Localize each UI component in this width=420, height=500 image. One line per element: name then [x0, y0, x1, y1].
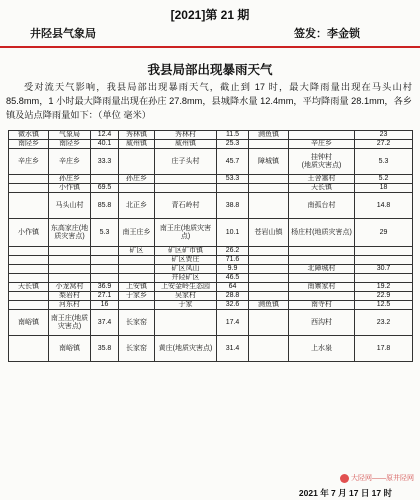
table-cell [119, 256, 155, 265]
table-cell [249, 184, 289, 193]
table-cell: 17.4 [217, 310, 249, 336]
watermark-text: 大陉网——原井陉网 [351, 475, 414, 482]
table-cell: 38.8 [217, 193, 249, 219]
table-cell [289, 131, 355, 140]
table-cell: 长家窑 [119, 336, 155, 362]
table-row [9, 292, 413, 301]
table-cell: 障城镇 [249, 149, 289, 175]
table-cell: 秀林村 [155, 131, 217, 140]
table-cell: 于家 [155, 301, 217, 310]
table-cell [155, 184, 217, 193]
table-cell: 5.3 [91, 219, 119, 247]
table-cell: 马头山村 [49, 193, 91, 219]
table-cell [249, 140, 289, 149]
table-cell [49, 274, 91, 283]
table-cell: 北障城村 [289, 265, 355, 274]
table-row [9, 184, 413, 193]
table-cell: 测鱼镇 [249, 131, 289, 140]
table-cell: 孙庄乡 [49, 175, 91, 184]
table-cell: 苍岩山镇 [249, 219, 289, 247]
table-cell: 测鱼镇 [249, 301, 289, 310]
table-cell: 64 [217, 283, 249, 292]
table-cell: 53.3 [217, 175, 249, 184]
table-cell: 85.8 [91, 193, 119, 219]
table-cell: 29 [355, 219, 413, 247]
table-cell [49, 256, 91, 265]
table-cell [289, 149, 355, 175]
table-cell: 18 [355, 184, 413, 193]
table-cell [289, 274, 355, 283]
table-cell: 27.1 [91, 292, 119, 301]
table-cell: 梨岩村 [49, 292, 91, 301]
table-cell [9, 292, 49, 301]
table-cell: 南王庄(地质灾害点) [49, 310, 91, 336]
table-cell: 南王庄(地质灾害点) [155, 219, 217, 247]
table-row [9, 336, 413, 362]
document-title: 我县局部出现暴雨天气 [147, 63, 273, 77]
table-cell [9, 301, 49, 310]
table-cell: 南陉乡 [49, 140, 91, 149]
table-cell: 南孤台村 [289, 193, 355, 219]
table-cell [9, 265, 49, 274]
table-cell: 上安金岭生态园 [155, 283, 217, 292]
table-cell [249, 292, 289, 301]
table-cell [355, 274, 413, 283]
table-cell [249, 256, 289, 265]
header-row [30, 25, 390, 41]
table-cell: 小龙窝村 [49, 283, 91, 292]
table-cell [249, 193, 289, 219]
table-cell: 5.2 [355, 175, 413, 184]
table-row [9, 301, 413, 310]
table-row [9, 193, 413, 219]
table-cell: 微水镇 [9, 131, 49, 140]
signer: 签发：李金锁 [294, 28, 360, 40]
header-divider [0, 46, 420, 48]
table-cell [249, 265, 289, 274]
publisher: 井陉县气象局 [30, 28, 96, 40]
table-cell: 28.8 [217, 292, 249, 301]
table-row [9, 149, 413, 175]
table-cell: 辛庄乡 [9, 149, 49, 175]
table-cell: 上安镇 [119, 283, 155, 292]
table-cell: 12.5 [355, 301, 413, 310]
table-cell: 69.5 [91, 184, 119, 193]
table-cell: 南寨家村 [289, 283, 355, 292]
table-row [9, 131, 413, 140]
table-cell [249, 283, 289, 292]
table-cell: 9.9 [217, 265, 249, 274]
table-cell: 上水泉 [289, 336, 355, 362]
table-cell: 秀林镇 [119, 131, 155, 140]
table-cell [91, 175, 119, 184]
watermark-logo-icon [340, 474, 349, 483]
table-cell: 威州镇 [119, 140, 155, 149]
table-cell: 37.4 [91, 310, 119, 336]
report-date: 2021 年 7 月 17 日 17 时 [298, 488, 392, 498]
table-cell [249, 310, 289, 336]
rainfall-table [8, 130, 413, 362]
table-cell: 26.2 [217, 247, 249, 256]
table-cell: 11.5 [217, 131, 249, 140]
table-cell: 23.2 [355, 310, 413, 336]
table-row [9, 256, 413, 265]
table-cell: 天长镇 [289, 184, 355, 193]
table-cell: 12.4 [91, 131, 119, 140]
table-cell [355, 256, 413, 265]
table-cell [91, 274, 119, 283]
table-cell: 辛庄乡 [49, 149, 91, 175]
table-row [9, 247, 413, 256]
table-cell: 南陉乡 [9, 140, 49, 149]
table-cell: 气象局 [49, 131, 91, 140]
table-cell: 孙庄乡 [119, 175, 155, 184]
table-cell [91, 256, 119, 265]
table-row [9, 274, 413, 283]
table-cell: 16 [91, 301, 119, 310]
summary-paragraph: 受对流天气影响，我县局部出现暴雨天气，截止到 17 时，最大降雨量出现在马头山村 85.8mm，1 小时最大降雨量出现在孙庄 27.8mm，县城降水量 12.4mm，平均降雨量 28.1mm，各乡镇及站点降雨量如下：（单位 毫米） [6, 82, 412, 120]
table-cell: 矿区矿市镇 [155, 247, 217, 256]
cell-line: 挂钟村 [311, 153, 332, 161]
table-cell: 威州镇 [155, 140, 217, 149]
table-cell: 19.2 [355, 283, 413, 292]
table-cell [155, 310, 217, 336]
table-cell: 于家乡 [119, 292, 155, 301]
table-cell: 25.3 [217, 140, 249, 149]
table-cell: 36.9 [91, 283, 119, 292]
table-cell: 14.8 [355, 193, 413, 219]
table-cell: 31.4 [217, 336, 249, 362]
table-cell: 35.8 [91, 336, 119, 362]
table-cell: 吴家村 [155, 292, 217, 301]
table-cell [9, 256, 49, 265]
table-cell [289, 256, 355, 265]
table-cell [249, 175, 289, 184]
table-cell [9, 175, 49, 184]
table-row [9, 310, 413, 336]
table-cell: 小作镇 [9, 219, 49, 247]
table-cell: 杨庄村(地质灾害点) [289, 219, 355, 247]
table-cell: 27.2 [355, 140, 413, 149]
table-cell [49, 265, 91, 274]
table-cell [119, 184, 155, 193]
table-cell [91, 247, 119, 256]
table-cell: 17.8 [355, 336, 413, 362]
table-row [9, 265, 413, 274]
table-cell [119, 274, 155, 283]
table-cell [289, 292, 355, 301]
table-cell: 青石岭村 [155, 193, 217, 219]
table-cell [119, 149, 155, 175]
table-cell [119, 301, 155, 310]
cell-line: (地质灾害点) [301, 161, 342, 169]
table-cell [119, 265, 155, 274]
table-row [9, 219, 413, 247]
table-cell [249, 274, 289, 283]
table-cell: 北正乡 [119, 193, 155, 219]
table-cell: 天长镇 [9, 283, 49, 292]
table-cell: 33.3 [91, 149, 119, 175]
table-cell: 井陉矿区 [155, 274, 217, 283]
table-cell [9, 184, 49, 193]
table-cell: 5.3 [355, 149, 413, 175]
table-cell: 王舍塞村 [289, 175, 355, 184]
table-cell: 庄子头村 [155, 149, 217, 175]
table-cell [249, 247, 289, 256]
table-cell: 矿区贾庄 [155, 256, 217, 265]
table-cell: 40.1 [91, 140, 119, 149]
table-cell [91, 265, 119, 274]
table-cell [249, 336, 289, 362]
table-cell: 西沟村 [289, 310, 355, 336]
issue-number: [2021]第 21 期 [170, 8, 250, 22]
table-cell [289, 247, 355, 256]
table-cell: 长家窑 [119, 310, 155, 336]
table-cell: 22.9 [355, 292, 413, 301]
table-cell: 东高家庄(地质灾害点) [49, 219, 91, 247]
table-cell [155, 175, 217, 184]
table-cell: 小作镇 [49, 184, 91, 193]
table-cell: 黄庄(地质灾害点) [155, 336, 217, 362]
table-row [9, 140, 413, 149]
table-row [9, 283, 413, 292]
table-cell [9, 274, 49, 283]
table-cell: 23 [355, 131, 413, 140]
table-cell: 32.6 [217, 301, 249, 310]
table-cell: 南峪镇 [49, 336, 91, 362]
table-cell: 南寺村 [289, 301, 355, 310]
table-row [9, 175, 413, 184]
table-cell: 辛庄乡 [289, 140, 355, 149]
table-cell [355, 247, 413, 256]
table-cell [9, 336, 49, 362]
table-cell: 71.6 [217, 256, 249, 265]
table-cell: 30.7 [355, 265, 413, 274]
table-cell: 河东村 [49, 301, 91, 310]
table-cell [9, 193, 49, 219]
table-cell: 46.5 [217, 274, 249, 283]
table-cell: 45.7 [217, 149, 249, 175]
table-cell: 南王庄乡 [119, 219, 155, 247]
table-cell: 矿区凤山 [155, 265, 217, 274]
table-cell: 矿区 [119, 247, 155, 256]
table-cell [9, 247, 49, 256]
table-cell [217, 184, 249, 193]
table-cell: 南峪镇 [9, 310, 49, 336]
table-cell: 10.1 [217, 219, 249, 247]
table-cell [49, 247, 91, 256]
watermark [340, 473, 414, 483]
